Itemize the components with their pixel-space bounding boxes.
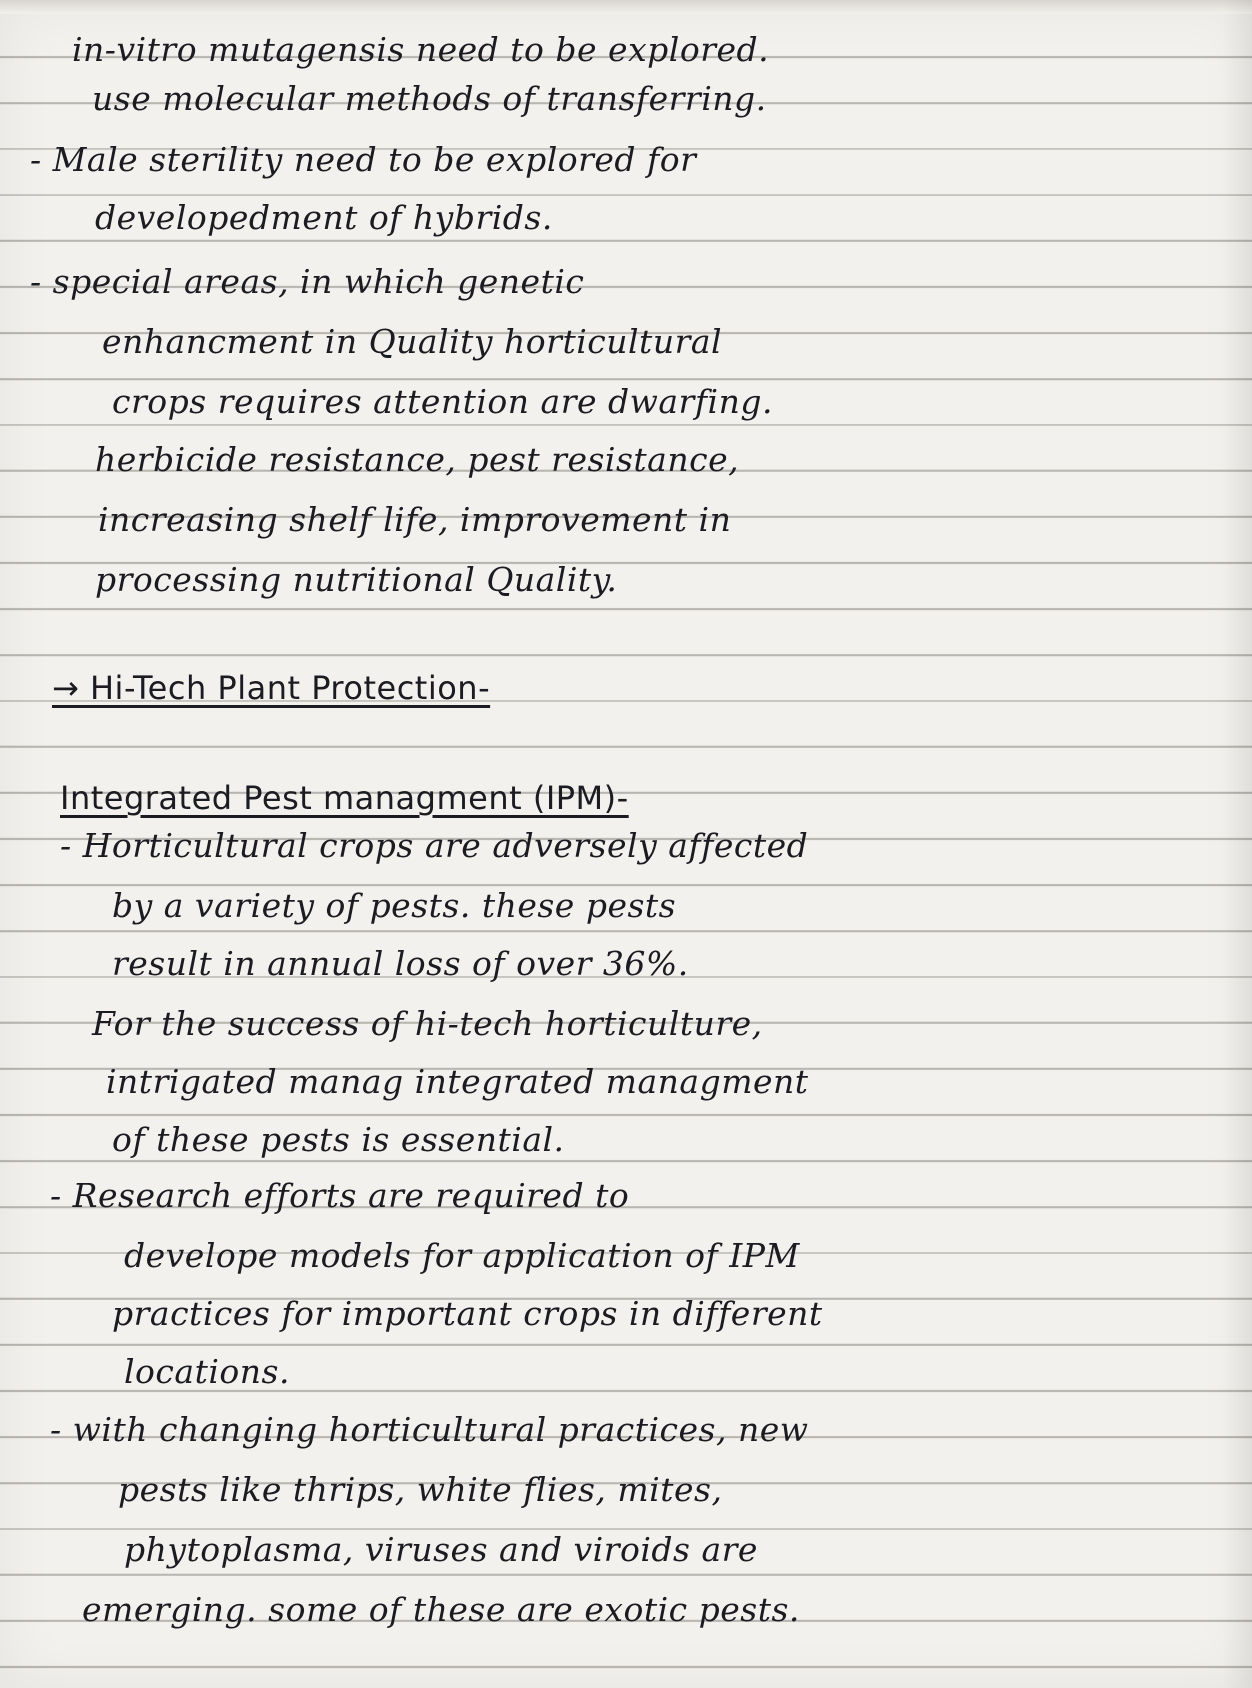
text-line-13: - Horticultural crops are adversely affected [60, 826, 809, 865]
text-line-4: developedment of hybrids. [95, 198, 553, 237]
page-shadow [1222, 0, 1252, 1688]
text-line-8: herbicide resistance, pest resistance, [95, 440, 740, 479]
text-line-23: - with changing horticultural practices, new [50, 1410, 809, 1449]
text-line-3: - Male sterility need to be explored for [30, 140, 697, 179]
text-line-14: by a variety of pests. these pests [112, 886, 677, 925]
text-line-1: in-vitro mutagensis need to be explored. [72, 30, 770, 69]
text-line-20: develope models for application of IPM [124, 1236, 800, 1275]
page-top-edge [0, 0, 1252, 14]
section-heading: → Hi-Tech Plant Protection- [52, 669, 491, 707]
text-line-21: practices for important crops in different [112, 1294, 823, 1333]
text-line-16: For the success of hi-tech horticulture, [92, 1004, 763, 1043]
text-line-5: - special areas, in which genetic [30, 262, 585, 301]
text-line-6: enhancment in Quality horticultural [102, 322, 723, 361]
subsection-heading: Integrated Pest managment (IPM)- [60, 779, 629, 817]
text-line-25: phytoplasma, viruses and viroids are [124, 1530, 758, 1569]
text-line-15: result in annual loss of over 36%. [112, 944, 689, 983]
text-line-9: increasing shelf life, improvement in [98, 500, 732, 539]
text-line-26: emerging. some of these are exotic pests. [82, 1590, 800, 1629]
text-line-24: pests like thrips, white flies, mites, [118, 1470, 723, 1509]
text-line-10: processing nutritional Quality. [95, 560, 618, 599]
text-line-2: use molecular methods of transferring. [92, 79, 767, 118]
text-line-17: intrigated manag integrated managment [106, 1062, 809, 1101]
text-line-18: of these pests is essential. [112, 1120, 565, 1159]
text-line-19: - Research efforts are required to [50, 1176, 630, 1215]
text-line-7: crops requires attention are dwarfing. [112, 382, 773, 421]
text-line-22: locations. [124, 1352, 290, 1391]
